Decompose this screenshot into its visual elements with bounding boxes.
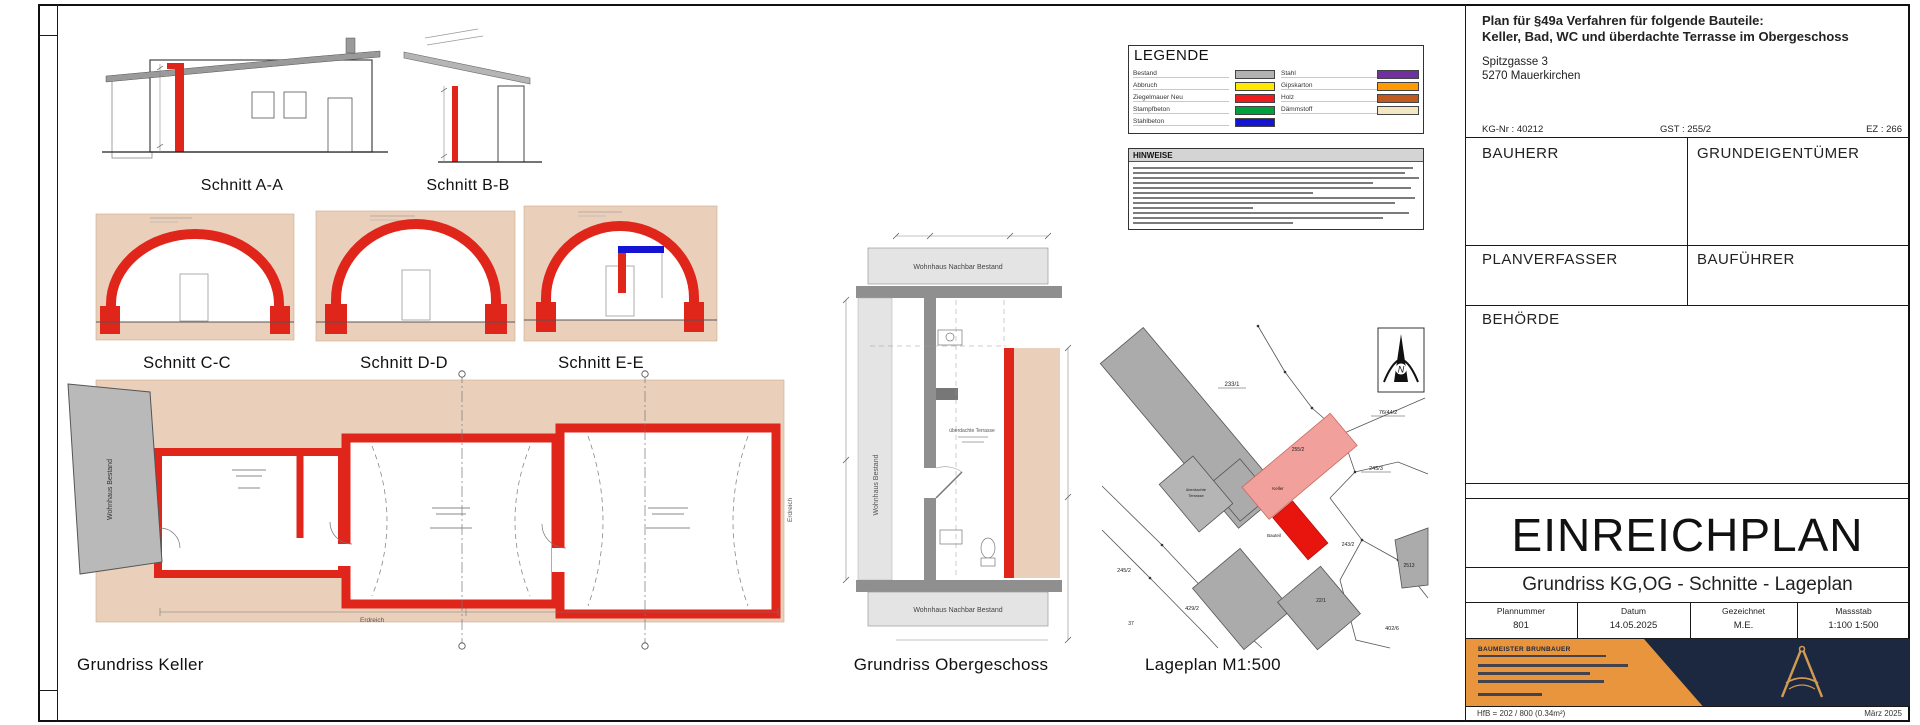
company-logo-band: [1466, 639, 1910, 706]
legend-swatch-abbruch: [1235, 82, 1275, 91]
plan-subtitle: Grundriss KG,OG - Schnitte - Lageplan: [1522, 574, 1853, 595]
main-title: EINREICHPLAN: [1511, 509, 1864, 561]
section-dd-drawing: [316, 211, 515, 341]
legend-swatch-bestand: [1235, 70, 1275, 79]
legend-swatch-stahlbeton: [1235, 118, 1275, 127]
section-bb-drawing: [404, 29, 542, 162]
purpose-line-2: Keller, Bad, WC und überdachte Terrasse im Obergeschoss: [1482, 29, 1849, 44]
field-planverfasser: PLANVERFASSER: [1482, 251, 1618, 268]
lageplan-bauteil-label: Bauteil: [1267, 533, 1281, 538]
section-ee-drawing: [524, 206, 717, 341]
legend-swatch-gipskarton: [1377, 82, 1419, 91]
meta-gezeichnet-value: M.E.: [1733, 620, 1754, 631]
meta-gezeichnet-label: Gezeichnet: [1722, 606, 1765, 616]
parcel-255-2: 255/2: [1291, 447, 1305, 453]
og-neighbor-top-label: Wohnhaus Nachbar Bestand: [913, 264, 1003, 271]
keller-erdreich-bottom-label: Erdreich: [360, 617, 385, 624]
meta-plannummer-value: 801: [1513, 620, 1529, 631]
parcel-233-1: 233/1: [1224, 382, 1240, 388]
field-behoerde: BEHÖRDE: [1482, 311, 1560, 328]
parcel-keller-label: Keller: [1272, 486, 1284, 491]
caption-schnitt-bb: Schnitt B-B: [426, 177, 510, 194]
parcel-245-2: 245/2: [1117, 568, 1131, 574]
parcel-429-2: 429/2: [1185, 606, 1199, 612]
legend-label-gipskarton: Gipskarton: [1281, 82, 1377, 90]
og-existing-label: Wohnhaus Bestand: [873, 454, 880, 516]
legend-swatch-holz: [1377, 94, 1419, 103]
north-compass-icon: [1378, 328, 1424, 392]
og-plan-drawing: [843, 233, 1071, 643]
lageplan-terrasse-line1: überdachte: [1185, 487, 1207, 492]
legend-label-daemmstoff: Dämmstoff: [1281, 106, 1377, 114]
keller-wohnhaus-label: Wohnhaus Bestand: [107, 459, 114, 520]
parcel-402-6: 402/6: [1385, 626, 1399, 632]
keller-erdreich-right-label: Erdreich: [787, 497, 794, 522]
legend-swatch-stampfbeton: [1235, 106, 1275, 115]
legend-swatch-stahl: [1377, 70, 1419, 79]
gst-number: GST : 255/2: [1660, 124, 1712, 135]
north-letter: N: [1397, 364, 1405, 375]
caption-schnitt-ee: Schnitt E-E: [558, 354, 644, 372]
og-neighbor-bottom-label: Wohnhaus Nachbar Bestand: [913, 607, 1003, 614]
og-terrace-note: überdachte Terrasse: [949, 428, 995, 434]
legend-box: [1128, 45, 1424, 134]
caption-schnitt-cc: Schnitt C-C: [143, 354, 231, 372]
address-line-2: 5270 Mauerkirchen: [1482, 70, 1581, 82]
ez-number: EZ : 266: [1866, 124, 1902, 135]
lageplan-drawing: [1100, 325, 1428, 650]
company-name: BAUMEISTER BRUNBAUER: [1478, 646, 1571, 653]
hinweise-header: [1129, 149, 1423, 162]
caption-schnitt-aa: Schnitt A-A: [200, 177, 284, 194]
footer-right-note: März 2025: [1864, 709, 1902, 718]
hinweise-box: [1128, 148, 1424, 230]
meta-datum-value: 14.05.2025: [1609, 620, 1658, 631]
legend-swatch-daemmstoff: [1377, 106, 1419, 115]
compass-logo-icon: [1772, 643, 1832, 703]
legend-label-stahlbeton: Stahlbeton: [1133, 118, 1229, 126]
caption-schnitt-dd: Schnitt D-D: [360, 354, 448, 372]
parcel-22-1: 22/1: [1316, 598, 1326, 604]
legend-label-stahl: Stahl: [1281, 70, 1377, 78]
parcel-2513: 2513: [1403, 563, 1415, 569]
kg-number: KG-Nr : 40212: [1482, 124, 1544, 135]
footer-left-note: HfB = 202 / 800 (0.34m²): [1477, 709, 1566, 718]
legend-title: LEGENDE: [1134, 47, 1210, 64]
meta-massstab-label: Massstab: [1835, 606, 1872, 616]
purpose-line-1: Plan für §49a Verfahren für folgende Bauteile:: [1482, 13, 1764, 28]
meta-plannummer-label: Plannummer: [1496, 606, 1546, 616]
parcel-37: 37: [1128, 621, 1134, 627]
lageplan-terrasse-line2: Terrasse: [1188, 493, 1204, 498]
meta-massstab-value: 1:100 1:500: [1828, 620, 1879, 631]
legend-label-stampfbeton: Stampfbeton: [1133, 106, 1229, 114]
legend-label-abbruch: Abbruch: [1133, 82, 1229, 90]
caption-grundriss-og: Grundriss Obergeschoss: [853, 655, 1049, 674]
section-aa-drawing: [102, 38, 388, 158]
parcel-243-2: 243/2: [1341, 542, 1355, 548]
hinweise-title: HINWEISE: [1133, 151, 1173, 160]
meta-datum-label: Datum: [1620, 606, 1647, 616]
caption-grundriss-keller: Grundriss Keller: [77, 655, 204, 674]
field-grundeigentuemer: GRUNDEIGENTÜMER: [1697, 145, 1860, 162]
caption-lageplan: Lageplan M1:500: [1145, 655, 1281, 674]
field-bauherr: BAUHERR: [1482, 145, 1559, 162]
keller-plan-drawing: [68, 371, 794, 649]
legend-label-bestand: Bestand: [1133, 70, 1229, 78]
legend-label-ziegelmauer: Ziegelmauer Neu: [1133, 94, 1229, 102]
legend-swatch-ziegelmauer: [1235, 94, 1275, 103]
parcel-76-44-2: 76/44/2: [1378, 410, 1398, 416]
field-baufuehrer: BAUFÜHRER: [1697, 251, 1795, 268]
parcel-245-3: 245/3: [1369, 466, 1383, 472]
legend-label-holz: Holz: [1281, 94, 1377, 102]
address-line-1: Spitzgasse 3: [1482, 56, 1548, 68]
section-cc-drawing: [96, 214, 294, 340]
